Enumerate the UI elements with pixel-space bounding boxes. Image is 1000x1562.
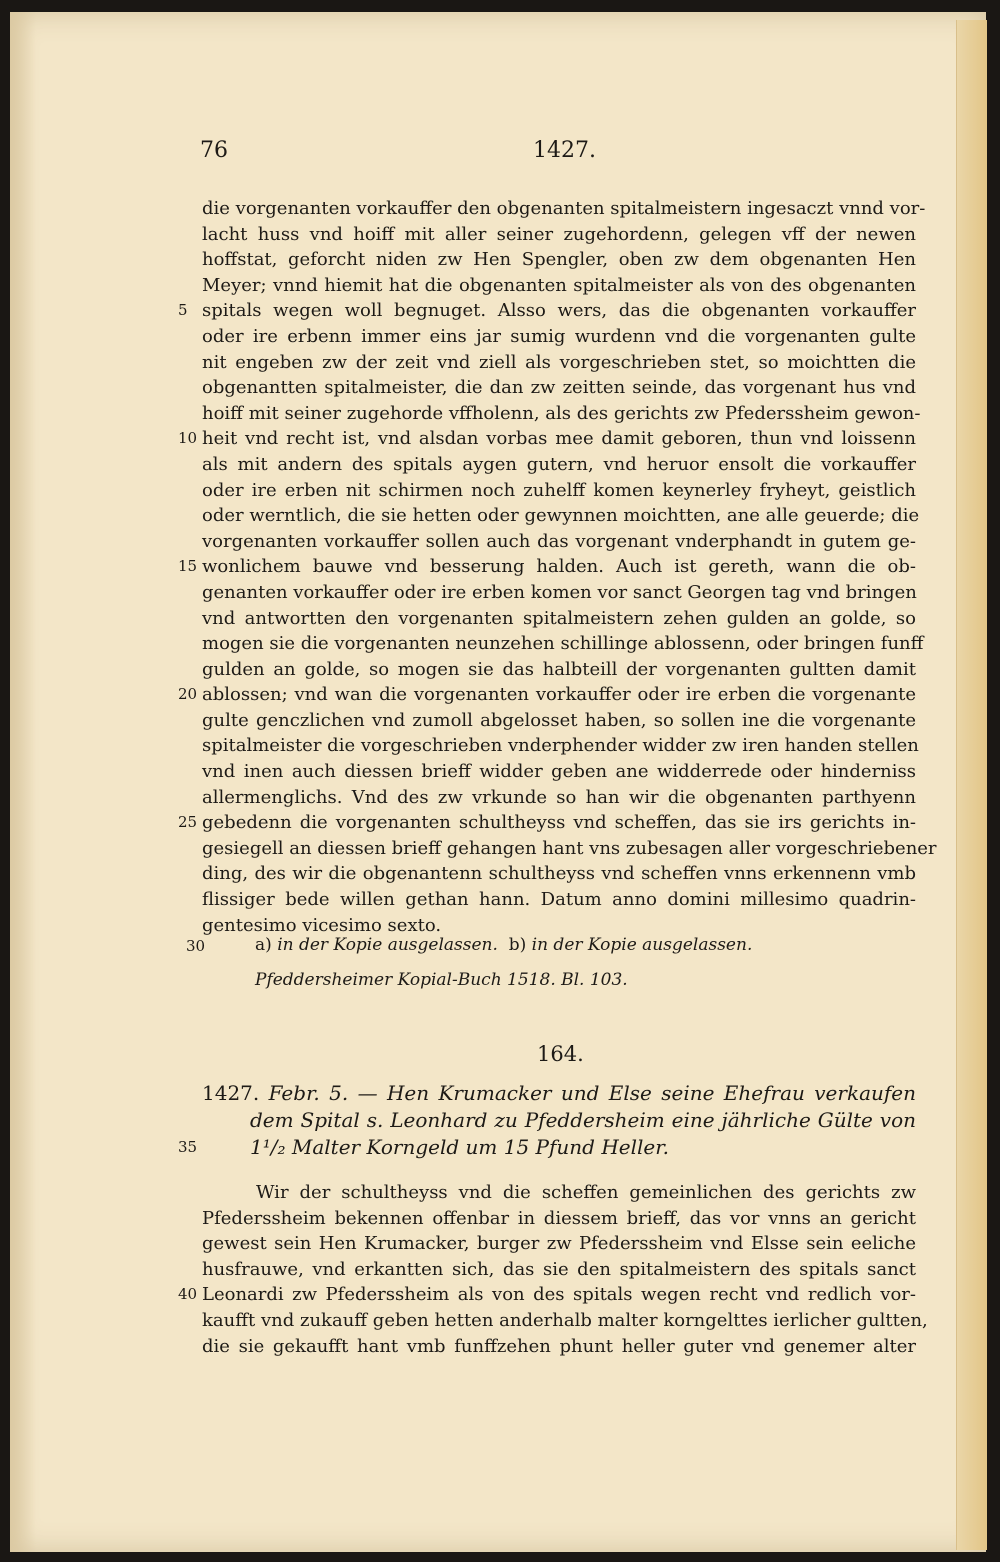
regest-line: 1427. Febr. 5. — Hen Krumacker und Else seine Ehefrau verkaufen <box>202 1081 916 1105</box>
document-number: 164. <box>537 1042 584 1066</box>
body-line: ding, des wir die obgenantenn schultheyss vnd scheffen vnns erkennenn vmb <box>202 863 916 885</box>
body-line: obgenantten spitalmeister, die dan zw zeitten seinde, das vorgenant hus vnd <box>202 377 916 399</box>
body-line: mogen sie die vorgenanten neunzehen schillinge ablossenn, oder bringen funff <box>202 633 924 655</box>
line-number: 5 <box>178 301 188 320</box>
body-line: spitalmeister die vorgeschrieben vnderphender widder zw iren handen stellen <box>202 735 919 757</box>
doc-line: Pfederssheim bekennen offenbar in diessem brieff, das vor vnns an gericht <box>202 1207 916 1229</box>
body-line: vorgenanten vorkauffer sollen auch das vorgenant vnderphandt in gutem ge- <box>202 530 916 552</box>
doc-line: husfrauwe, vnd erkantten sich, das sie den spitalmeistern des spitals sanct <box>202 1258 916 1280</box>
body-line: oder ire erbenn immer eins jar sumig wurdenn vnd die vorgenanten gulte <box>202 325 916 347</box>
body-line: oder ire erben nit schirmen noch zuhelff komen keynerley fryheyt, geistlich <box>202 479 916 501</box>
regest-line: dem Spital s. Leonhard zu Pfeddersheim eine jährliche Gülte von <box>250 1108 916 1132</box>
body-line: die vorgenanten vorkauffer den obgenanten spitalmeistern ingesaczt vnnd vor- <box>202 198 926 219</box>
body-line: lacht huss vnd hoiff mit aller seiner zugehordenn, gelegen vff der newen <box>202 223 916 245</box>
line-number: 30 <box>186 937 206 955</box>
body-line: gulden an golde, so mogen sie das halbteill der vorgenanten gultten damit <box>202 658 916 680</box>
running-head-year: 1427. <box>533 138 596 163</box>
page-edge <box>956 20 987 1550</box>
body-line: flissiger bede willen gethan hann. Datum anno domini millesimo quadrin- <box>202 889 916 911</box>
doc-line: 40 Leonardi zw Pfederssheim als von des spitals wegen recht vnd redlich vor- <box>202 1282 916 1308</box>
doc-line: gewest sein Hen Krumacker, burger zw Pfederssheim vnd Elsse sein eeliche <box>202 1233 916 1255</box>
body-line: gulte genczlichen vnd zumoll abgelosset haben, so sollen ine die vorgenante <box>202 709 916 731</box>
regest <box>178 1080 916 1161</box>
body-line: vnd antwortten den vorgenanten spitalmeistern zehen gulden an golde, so <box>202 607 916 629</box>
body-line: genanten vorkauffer oder ire erben komen vor sanct Georgen tag vnd bringen <box>202 581 917 603</box>
body-line: vnd inen auch diessen brieff widder geben ane widderrede oder hinderniss <box>202 761 916 783</box>
line-number: 35 <box>178 1138 198 1156</box>
body-line: gesiegell an diessen brieff gehangen hant vns zubesagen aller vorgeschriebener <box>202 837 937 859</box>
body-line: gentesimo vicesimo sexto. <box>202 914 442 936</box>
regest-line: 35 1¹/₂ Malter Korngeld um 15 Pfund Heller. <box>178 1135 669 1159</box>
line-number: 20 <box>178 685 198 704</box>
body-line: allermenglichs. Vnd des zw vrkunde so han wir die obgenanten parthyenn <box>202 786 916 808</box>
line-number: 10 <box>178 429 198 448</box>
line-number: 15 <box>178 557 198 576</box>
page-number: 76 <box>200 138 228 163</box>
page-gutter-shadow <box>10 12 36 1552</box>
body-line: hoffstat, geforcht niden zw Hen Spengler, oben zw dem obgenanten Hen <box>202 249 916 271</box>
document-text <box>178 1180 928 1359</box>
body-line: hoiff mit seiner zugehorde vffholenn, als des gerichts zw Pfederssheim gewon- <box>202 402 921 424</box>
body-line: oder werntlich, die sie hetten oder gewynnen moichtten, ane alle geuerde; die <box>202 505 920 527</box>
doc-line: die sie gekaufft hant vmb funffzehen phunt heller guter vnd genemer alter <box>202 1335 916 1357</box>
line-number: 25 <box>178 813 198 832</box>
footnote-line: a) in der Kopie ausgelassen. b) in der Kopie ausgelassen. <box>255 935 753 955</box>
body-text <box>178 196 937 938</box>
doc-line: kaufft vnd zukauff geben hetten anderhalb malter korngelttes ierlicher gultten, <box>202 1309 928 1331</box>
body-line: 10 heit vnd recht ist, vnd alsdan vorbas mee damit geboren, thun vnd loissenn <box>202 426 916 452</box>
source-citation: Pfeddersheimer Kopial-Buch 1518. Bl. 103. <box>255 970 628 990</box>
doc-line: Wir der schultheyss vnd die scheffen gemeinlichen des gerichts zw <box>256 1182 916 1203</box>
body-line: 5 spitals wegen woll begnuget. Alsso wers, das die obgenanten vorkauffer <box>202 298 916 324</box>
body-line: 15 wonlichem bauwe vnd besserung halden. Auch ist gereth, wann die ob- <box>202 554 916 580</box>
line-number: 40 <box>178 1285 198 1304</box>
body-line: 20 ablossen; vnd wan die vorgenanten vorkauffer oder ire erben die vorgenante <box>202 682 916 708</box>
body-line: als mit andern des spitals aygen gutern, vnd heruor ensolt die vorkauffer <box>202 453 916 475</box>
body-line: Meyer; vnnd hiemit hat die obgenanten spitalmeister als von des obgenanten <box>202 274 916 296</box>
body-line: 25 gebedenn die vorgenanten schultheyss vnd scheffen, das sie irs gerichts in- <box>202 810 916 836</box>
body-line: nit engeben zw der zeit vnd ziell als vorgeschrieben stet, so moichtten die <box>202 351 916 373</box>
